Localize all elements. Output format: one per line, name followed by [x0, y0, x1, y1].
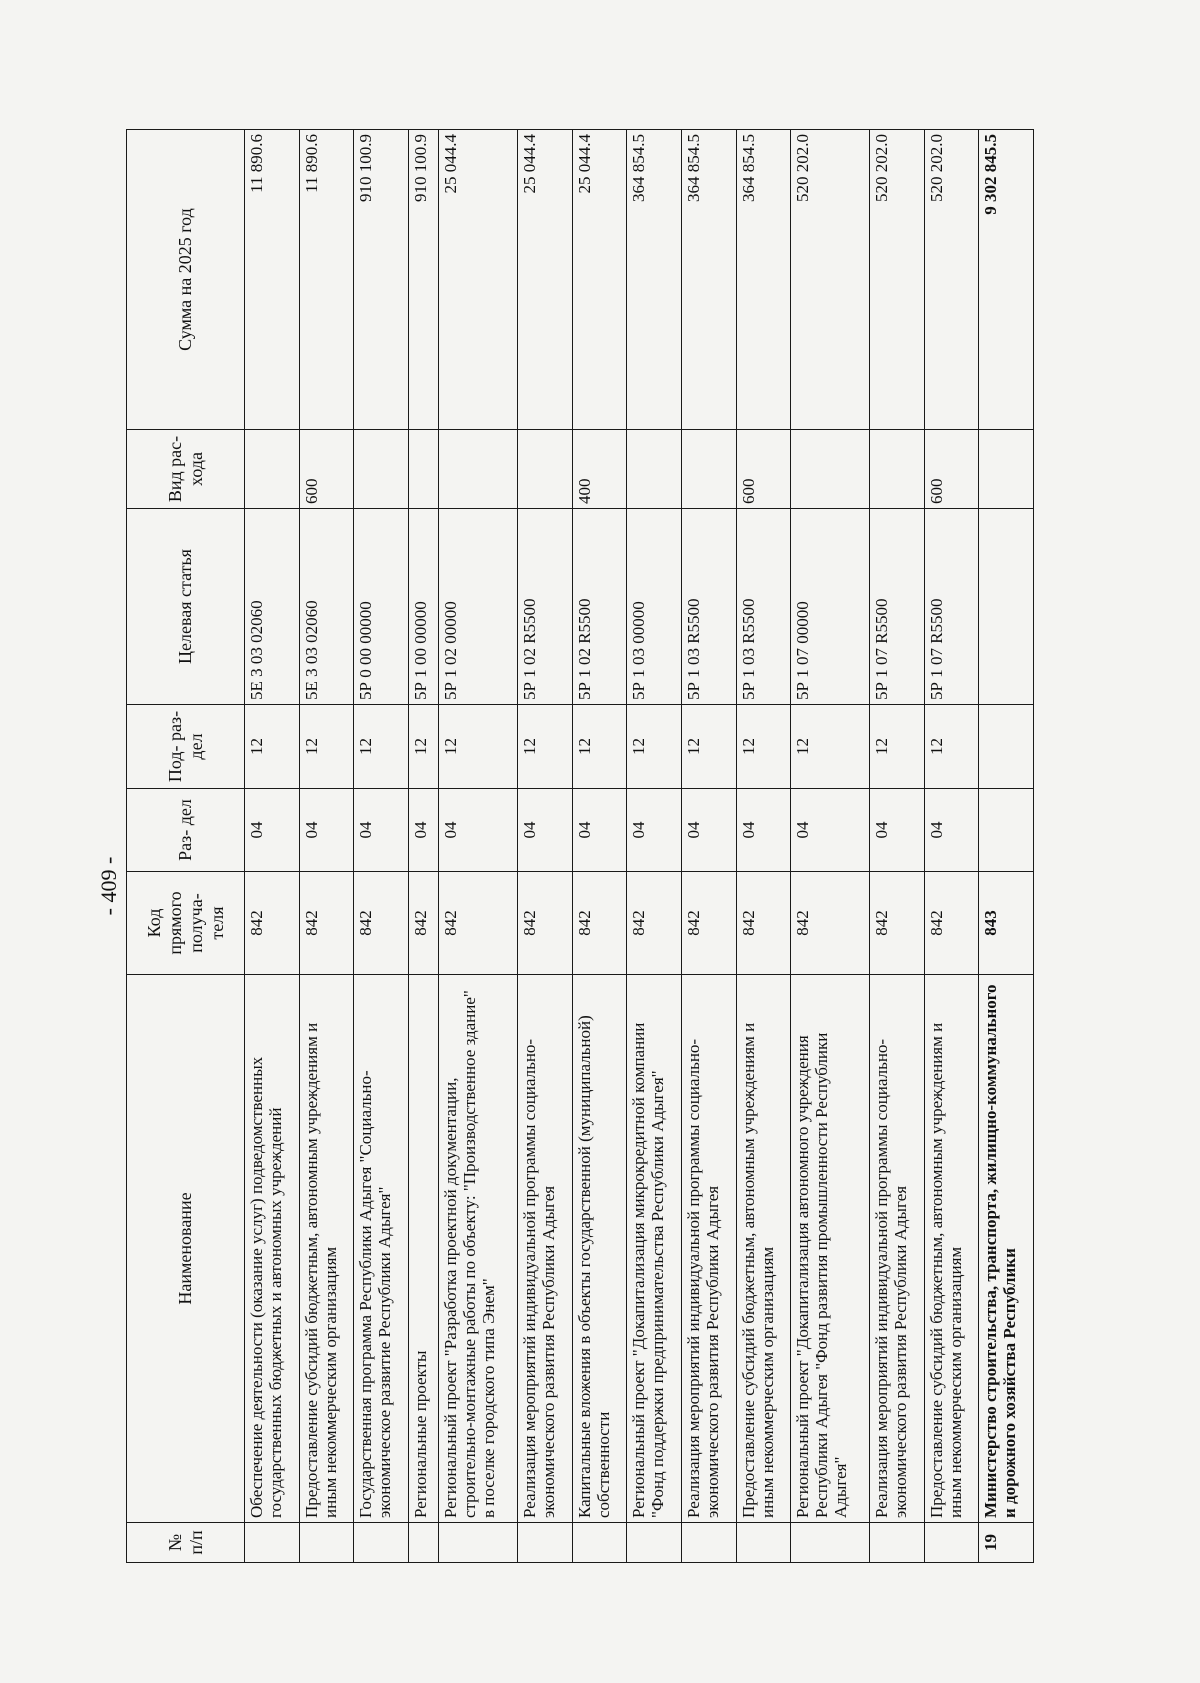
cell-name: Региональный проект "Докапитализация автономного учреждения Республики Адыгея "Фонд развития промышленности Республики Адыгея"	[791, 975, 870, 1523]
cell-target: 5Р 1 02 R5500	[518, 509, 573, 705]
cell-code: 843	[979, 872, 1034, 975]
cell-vid: 600	[299, 430, 354, 509]
table-row	[979, 130, 1034, 1563]
cell-name: Капитальные вложения в объекты государственной (муниципальной) собственности	[572, 975, 627, 1523]
table-row	[354, 130, 409, 1563]
page-number: - 409 -	[96, 856, 121, 916]
cell-code: 842	[924, 872, 979, 975]
cell-sum: 520 202.0	[791, 130, 870, 430]
cell-vid	[870, 430, 925, 509]
budget-table	[126, 129, 1034, 1563]
cell-name: Министерство строительства, транспорта, жилищно-коммунального и дорожного хозяйства Республики	[979, 975, 1034, 1523]
cell-target: 5Р 1 07 R5500	[870, 509, 925, 705]
cell-podrazdel: 12	[870, 705, 925, 789]
cell-name: Реализация мероприятий индивидуальной программы социально-экономического развития Республики Адыгея	[870, 975, 925, 1523]
cell-sum: 520 202.0	[870, 130, 925, 430]
cell-vid	[682, 430, 737, 509]
cell-podrazdel: 12	[518, 705, 573, 789]
cell-vid	[245, 430, 300, 509]
cell-vid: 400	[572, 430, 627, 509]
cell-target: 5Р 1 03 R5500	[736, 509, 791, 705]
cell-vid: 600	[924, 430, 979, 509]
cell-num	[682, 1523, 737, 1563]
cell-razdel	[979, 789, 1034, 872]
header-razdel: Раз- дел	[127, 789, 245, 872]
cell-name: Государственная программа Республики Адыгея "Социально-экономическое развитие Республики Адыгея"	[354, 975, 409, 1523]
cell-name: Региональный проект "Разработка проектной документации, строительно-монтажные работы по объекту: "Производственное здание" в поселке городского типа Энем"	[439, 975, 518, 1523]
cell-sum: 520 202.0	[924, 130, 979, 430]
cell-sum: 910 100.9	[354, 130, 409, 430]
cell-vid	[791, 430, 870, 509]
cell-code: 842	[518, 872, 573, 975]
header-target: Целевая статья	[127, 509, 245, 705]
cell-sum: 9 302 845.5	[979, 130, 1034, 430]
cell-code: 842	[870, 872, 925, 975]
cell-razdel: 04	[245, 789, 300, 872]
table-row	[870, 130, 925, 1563]
cell-code: 842	[408, 872, 438, 975]
table-row	[245, 130, 300, 1563]
header-code: Код прямого получа- теля	[127, 872, 245, 975]
cell-target: 5Р 1 03 00000	[627, 509, 682, 705]
cell-num	[791, 1523, 870, 1563]
cell-sum: 25 044.4	[518, 130, 573, 430]
cell-target: 5Е 3 03 02060	[245, 509, 300, 705]
cell-num	[408, 1523, 438, 1563]
cell-name: Реализация мероприятий индивидуальной программы социально-экономического развития Республики Адыгея	[518, 975, 573, 1523]
cell-name: Обеспечение деятельности (оказание услуг) подведомственных государственных бюджетных и автономных учреждений	[245, 975, 300, 1523]
cell-razdel: 04	[736, 789, 791, 872]
cell-target: 5Р 1 07 R5500	[924, 509, 979, 705]
header-vid: Вид рас- хода	[127, 430, 245, 509]
cell-podrazdel: 12	[627, 705, 682, 789]
cell-name: Предоставление субсидий бюджетным, автономным учреждениям и иным некоммерческим организациям	[924, 975, 979, 1523]
cell-name: Региональные проекты	[408, 975, 438, 1523]
header-name: Наименование	[127, 975, 245, 1523]
table-row	[736, 130, 791, 1563]
rotated-table-container	[126, 130, 1034, 1563]
cell-podrazdel: 12	[299, 705, 354, 789]
table-row	[791, 130, 870, 1563]
table-row	[682, 130, 737, 1563]
cell-code: 842	[245, 872, 300, 975]
cell-num	[870, 1523, 925, 1563]
cell-razdel: 04	[354, 789, 409, 872]
table-row	[572, 130, 627, 1563]
table-row	[408, 130, 438, 1563]
cell-razdel: 04	[924, 789, 979, 872]
header-sum: Сумма на 2025 год	[127, 130, 245, 430]
cell-name: Региональный проект "Докапитализация микрокредитной компании "Фонд поддержки предпринимательства Республики Адыгея"	[627, 975, 682, 1523]
cell-code: 842	[572, 872, 627, 975]
cell-vid	[979, 430, 1034, 509]
header-podrazdel: Под- раз- дел	[127, 705, 245, 789]
cell-vid: 600	[736, 430, 791, 509]
cell-podrazdel: 12	[354, 705, 409, 789]
cell-sum: 25 044.4	[439, 130, 518, 430]
cell-num	[354, 1523, 409, 1563]
cell-sum: 364 854.5	[682, 130, 737, 430]
cell-code: 842	[791, 872, 870, 975]
cell-podrazdel: 12	[572, 705, 627, 789]
table-body	[245, 130, 1034, 1563]
cell-target: 5Р 1 02 R5500	[572, 509, 627, 705]
cell-vid	[354, 430, 409, 509]
cell-num	[572, 1523, 627, 1563]
cell-num: 19	[979, 1523, 1034, 1563]
cell-sum: 11 890.6	[245, 130, 300, 430]
cell-name: Предоставление субсидий бюджетным, автономным учреждениям и иным некоммерческим организациям	[299, 975, 354, 1523]
cell-code: 842	[439, 872, 518, 975]
cell-podrazdel: 12	[408, 705, 438, 789]
cell-vid	[518, 430, 573, 509]
cell-code: 842	[354, 872, 409, 975]
cell-num	[736, 1523, 791, 1563]
cell-razdel: 04	[299, 789, 354, 872]
cell-sum: 910 100.9	[408, 130, 438, 430]
table-row	[518, 130, 573, 1563]
cell-target	[979, 509, 1034, 705]
table-row	[924, 130, 979, 1563]
cell-podrazdel: 12	[439, 705, 518, 789]
cell-target: 5Р 1 07 00000	[791, 509, 870, 705]
cell-razdel: 04	[439, 789, 518, 872]
cell-num	[245, 1523, 300, 1563]
cell-podrazdel: 12	[682, 705, 737, 789]
cell-vid	[439, 430, 518, 509]
cell-num	[924, 1523, 979, 1563]
table-header-row	[127, 130, 245, 1563]
cell-podrazdel: 12	[736, 705, 791, 789]
table-row	[439, 130, 518, 1563]
cell-name: Предоставление субсидий бюджетным, автономным учреждениям и иным некоммерческим организациям	[736, 975, 791, 1523]
cell-podrazdel	[979, 705, 1034, 789]
cell-sum: 364 854.5	[736, 130, 791, 430]
cell-razdel: 04	[518, 789, 573, 872]
cell-code: 842	[627, 872, 682, 975]
cell-target: 5Р 1 02 00000	[439, 509, 518, 705]
cell-razdel: 04	[572, 789, 627, 872]
cell-target: 5Р 0 00 00000	[354, 509, 409, 705]
cell-sum: 25 044.4	[572, 130, 627, 430]
cell-target: 5Р 1 00 00000	[408, 509, 438, 705]
cell-razdel: 04	[870, 789, 925, 872]
cell-razdel: 04	[627, 789, 682, 872]
cell-razdel: 04	[682, 789, 737, 872]
cell-sum: 11 890.6	[299, 130, 354, 430]
cell-target: 5Е 3 03 02060	[299, 509, 354, 705]
cell-target: 5Р 1 03 R5500	[682, 509, 737, 705]
cell-vid	[408, 430, 438, 509]
cell-podrazdel: 12	[924, 705, 979, 789]
cell-num	[518, 1523, 573, 1563]
cell-name: Реализация мероприятий индивидуальной программы социально-экономического развития Республики Адыгея	[682, 975, 737, 1523]
cell-code: 842	[299, 872, 354, 975]
cell-sum: 364 854.5	[627, 130, 682, 430]
table-row	[299, 130, 354, 1563]
header-num: № п/п	[127, 1523, 245, 1563]
cell-podrazdel: 12	[791, 705, 870, 789]
cell-num	[439, 1523, 518, 1563]
cell-vid	[627, 430, 682, 509]
cell-code: 842	[682, 872, 737, 975]
table-row	[627, 130, 682, 1563]
cell-podrazdel: 12	[245, 705, 300, 789]
cell-razdel: 04	[408, 789, 438, 872]
cell-num	[627, 1523, 682, 1563]
cell-code: 842	[736, 872, 791, 975]
cell-num	[299, 1523, 354, 1563]
cell-razdel: 04	[791, 789, 870, 872]
